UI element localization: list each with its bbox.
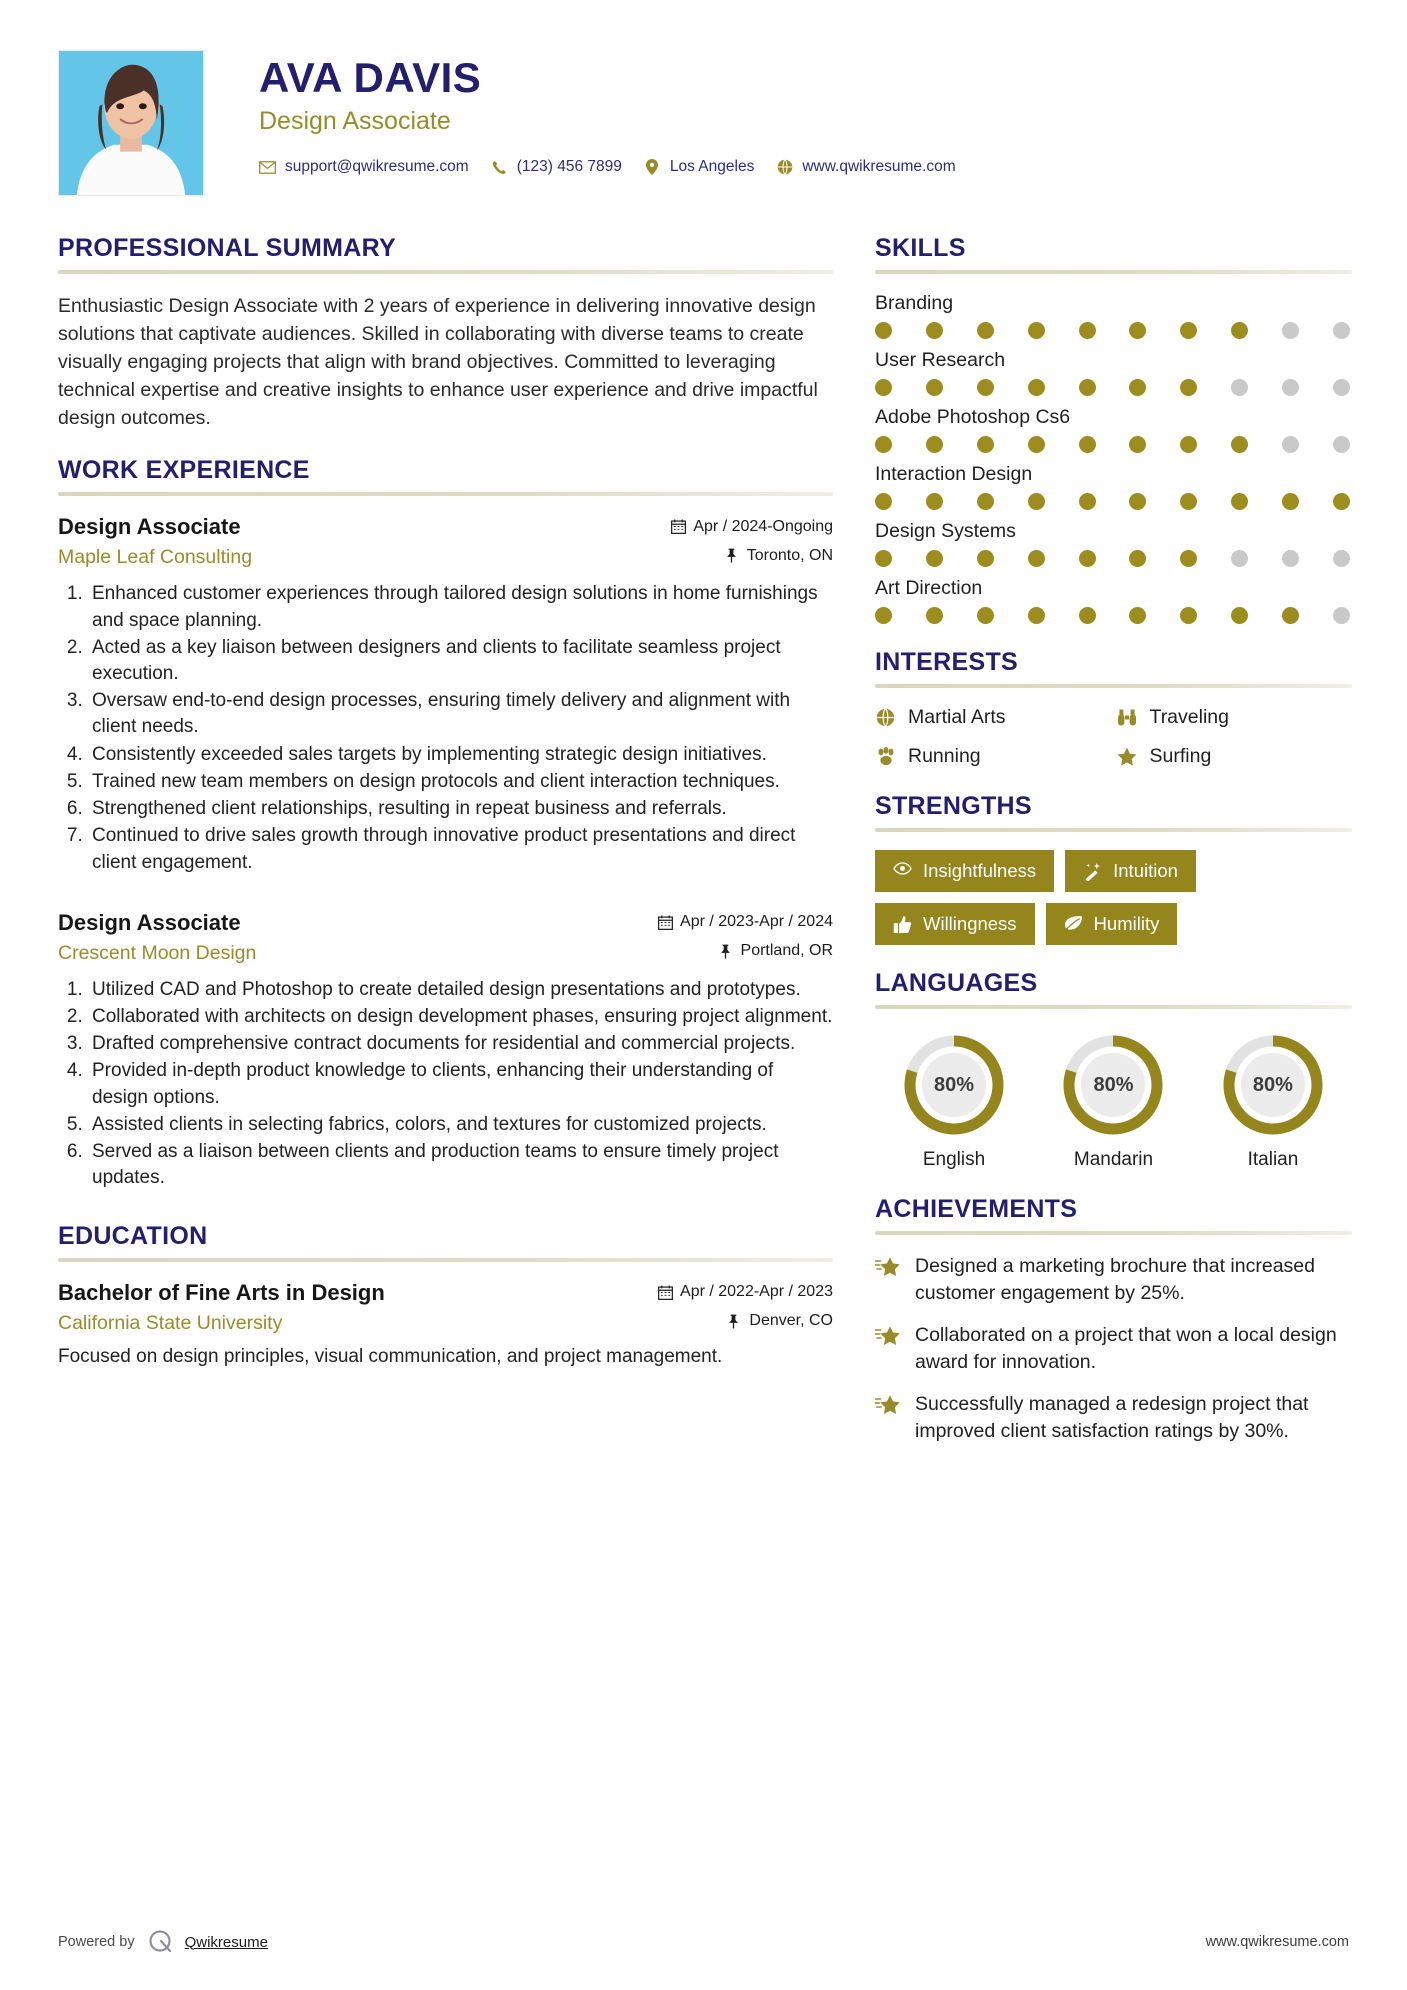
skill-dot-filled [1028,550,1045,567]
strength-label: Intuition [1113,860,1178,881]
skill-dot-filled [1028,607,1045,624]
skill-item [875,349,1352,396]
skill-rating [875,379,1352,396]
skill-label: Adobe Photoshop Cs6 [875,406,1071,428]
strength-chip-insightfulness[interactable] [875,850,1054,892]
interest-item [1117,706,1353,729]
skill-dot-empty [1282,550,1299,567]
job-title: Design Associate [58,909,241,935]
language-percent: 80% [1093,1073,1134,1096]
skill-dot-filled [926,379,943,396]
skill-dot-filled [1180,493,1197,510]
skill-dot-filled [875,379,892,396]
envelope-icon [259,159,276,176]
language-percent: 80% [1252,1073,1293,1096]
pushpin-icon [727,1314,742,1329]
achievement-text: Designed a marketing brochure that increased customer engagement by 25%. [915,1255,1315,1304]
summary-heading: PROFESSIONAL SUMMARY [58,234,396,262]
interests-heading: INTERESTS [875,648,1018,676]
skill-dot-filled [926,550,943,567]
skill-dot-filled [875,436,892,453]
skill-rating [875,550,1352,567]
skills-heading: SKILLS [875,234,966,262]
education-description: Focused on design principles, visual communication, and project management. [58,1345,723,1367]
job-organization: Maple Leaf Consulting [58,546,253,569]
skill-dot-filled [1028,493,1045,510]
strength-label: Willingness [923,913,1017,934]
star-icon [1117,746,1138,767]
skill-rating [875,436,1352,453]
skill-dot-filled [1180,379,1197,396]
job-bullet: 5. Trained new team members on design protocols and client interaction techniques. [88,769,833,795]
interest-label: Surfing [1149,745,1212,767]
education-location [727,1312,833,1330]
contact-email-text: support@qwikresume.com [285,158,469,176]
skill-dot-filled [926,322,943,339]
language-donut-chart [1061,1033,1165,1137]
job-bullet: 3. Drafted comprehensive contract documents for residential and commercial projects. [88,1031,833,1057]
skill-dot-filled [1231,322,1248,339]
skills-list [875,292,1352,624]
skill-dot-filled [875,322,892,339]
skill-dot-filled [1079,607,1096,624]
work-item [58,514,833,875]
achievement-text: Collaborated on a project that won a local design award for innovation. [915,1323,1337,1373]
contact-phone[interactable] [491,158,622,176]
globe-icon [776,159,793,176]
skill-item [875,406,1352,453]
job-bullet: 1. Utilized CAD and Photoshop to create detailed design presentations and prototypes. [88,977,833,1003]
strength-chip-willingness[interactable] [875,903,1035,945]
strength-label: Humility [1093,913,1160,934]
skill-dot-filled [875,550,892,567]
section-divider [875,684,1352,688]
education-degree: Bachelor of Fine Arts in Design [58,1279,385,1305]
strength-chip-intuition[interactable] [1065,850,1196,892]
location-pin-icon [644,159,661,176]
skill-dot-filled [1282,493,1299,510]
language-item [879,1033,1029,1171]
calendar-icon [658,915,673,930]
skill-dot-empty [1333,379,1350,396]
interest-label: Martial Arts [908,706,1006,728]
achievement-item [875,1322,1352,1376]
job-bullet: 2. Acted as a key liaison between designers and clients to facilitate seamless project execution. [88,635,833,687]
section-languages [875,969,1352,1171]
work-heading: WORK EXPERIENCE [58,456,310,485]
skill-rating [875,607,1352,624]
skill-dot-empty [1282,379,1299,396]
candidate-name: AVA DAVIS [259,54,482,101]
skill-dot-filled [1231,607,1248,624]
education-school: California State University [58,1311,283,1334]
footer-website[interactable]: www.qwikresume.com [1205,1934,1349,1950]
job-date-text: Apr / 2023-Apr / 2024 [680,913,833,931]
skill-dot-filled [875,607,892,624]
contact-website-text: www.qwikresume.com [802,158,956,176]
section-divider [875,1005,1352,1009]
education-location-text: Denver, CO [749,1312,833,1330]
skill-dot-filled [1282,607,1299,624]
calendar-icon [658,1285,673,1300]
language-name: Mandarin [1073,1149,1154,1170]
education-date-text: Apr / 2022-Apr / 2023 [680,1283,833,1301]
section-achievements [875,1195,1352,1444]
section-interests [875,648,1352,768]
skill-dot-filled [1129,607,1146,624]
eye-icon [893,862,912,881]
skill-item [875,292,1352,339]
phone-icon [491,159,508,176]
profile-photo [58,50,204,196]
skill-dot-filled [1129,493,1146,510]
shooting-star-icon [875,1325,901,1347]
skill-label: Art Direction [875,577,983,599]
language-name: English [922,1149,986,1170]
job-location [725,547,833,565]
candidate-role: Design Associate [259,107,451,136]
skill-dot-filled [1180,607,1197,624]
skill-dot-filled [1079,550,1096,567]
skill-item [875,520,1352,567]
skill-dot-filled [1231,493,1248,510]
job-location-text: Toronto, ON [746,546,833,564]
summary-text: Enthusiastic Design Associate with 2 years of experience in delivering innovative design solutions that captivate audiences. Skilled in collaborating with diverse teams to create visually engaging projects that align with brand objectives. Committed to leveraging technical expertise and creative insights to enhance user experience and drive impactful design outcomes. [58,295,818,430]
language-donut-chart [902,1033,1006,1137]
section-strengths [875,792,1352,945]
skill-dot-empty [1282,322,1299,339]
interest-label: Traveling [1149,706,1229,728]
skill-dot-filled [977,493,994,510]
skill-dot-filled [1129,550,1146,567]
page-footer [0,1928,1407,1956]
magic-wand-icon [1083,862,1102,881]
skill-dot-filled [1129,322,1146,339]
job-title: Design Associate [58,514,241,540]
skill-dot-filled [1180,436,1197,453]
job-date-text: Apr / 2024-Ongoing [693,517,833,535]
skill-label: Design Systems [875,520,1016,542]
skill-dot-filled [1079,379,1096,396]
section-divider [58,270,833,274]
skill-dot-filled [926,607,943,624]
header-main [204,50,1352,176]
skill-dot-filled [1180,322,1197,339]
achievement-text: Successfully managed a redesign project that improved client satisfaction ratings by 30%. [915,1392,1309,1442]
skill-dot-filled [977,550,994,567]
skill-dot-filled [1129,379,1146,396]
strengths-heading: STRENGTHS [875,792,1032,820]
job-date [671,518,833,536]
job-location-text: Portland, OR [740,942,833,960]
interest-item [875,706,1111,729]
contact-row [259,158,1352,176]
education-date [658,1283,833,1301]
binoculars-icon [1117,707,1138,728]
contact-website[interactable] [776,158,955,176]
achievements-heading: ACHIEVEMENTS [875,1195,1078,1223]
skill-dot-filled [1028,322,1045,339]
skill-dot-filled [977,322,994,339]
strengths-list [875,850,1352,945]
footer-brand-link[interactable]: Qwikresume [184,1933,268,1951]
shooting-star-icon [875,1256,901,1278]
job-date [658,913,833,931]
section-professional-summary [58,234,833,432]
skill-dot-filled [1028,436,1045,453]
skill-dot-empty [1333,550,1350,567]
section-divider [875,1231,1352,1235]
right-column [875,234,1352,1459]
education-heading: EDUCATION [58,1221,208,1250]
skill-item [875,577,1352,624]
section-divider [58,1258,833,1262]
paw-icon [875,746,896,767]
skill-dot-filled [1079,436,1096,453]
skill-dot-empty [1333,322,1350,339]
resume-body [0,196,1407,1459]
skill-dot-filled [926,493,943,510]
interests-grid [875,706,1352,768]
skill-dot-filled [926,436,943,453]
job-bullet: 4. Consistently exceeded sales targets by implementing strategic design initiatives. [88,742,833,768]
contact-location-text: Los Angeles [669,158,755,176]
skill-dot-filled [1079,322,1096,339]
skill-dot-empty [1231,550,1248,567]
language-donut-chart [1221,1033,1325,1137]
skill-item [875,463,1352,510]
thumbs-up-icon [893,915,912,934]
education-item [58,1280,833,1371]
job-bullet: 6. Served as a liaison between clients and production teams to ensure timely project updates. [88,1139,833,1191]
contact-email[interactable] [259,158,469,176]
skill-dot-empty [1333,607,1350,624]
skill-dot-filled [1079,493,1096,510]
contact-phone-text: (123) 456 7899 [516,158,622,176]
job-bullets [58,581,833,875]
globe-icon [875,707,896,728]
skill-dot-filled [1231,436,1248,453]
job-bullet: 5. Assisted clients in selecting fabrics, colors, and textures for customized projects. [88,1112,833,1138]
job-bullet: 7. Continued to drive sales growth through innovative product presentations and direct client engagement. [88,823,833,875]
language-name: Italian [1247,1149,1299,1170]
job-bullets [58,977,833,1192]
interest-item [1117,745,1353,768]
section-skills [875,234,1352,624]
calendar-icon [671,519,686,534]
language-item [1038,1033,1188,1171]
skill-dot-empty [1231,379,1248,396]
skill-label: User Research [875,349,1006,371]
achievement-item [875,1391,1352,1445]
skill-dot-empty [1333,436,1350,453]
pushpin-icon [719,944,734,959]
strength-label: Insightfulness [923,860,1037,881]
pushpin-icon [725,548,740,563]
skill-dot-filled [977,607,994,624]
job-bullet: 4. Provided in-depth product knowledge to clients, enhancing their understanding of design options. [88,1058,833,1110]
achievement-item [875,1253,1352,1307]
skill-dot-empty [1282,436,1299,453]
interest-item [875,745,1111,768]
languages-list [875,1027,1352,1171]
job-location [719,942,833,960]
job-bullet: 1. Enhanced customer experiences through tailored design solutions in home furnishings and space planning. [88,581,833,633]
skill-dot-filled [1333,493,1350,510]
resume-header [0,0,1407,196]
skill-label: Branding [875,292,954,314]
shooting-star-icon [875,1394,901,1416]
skill-rating [875,493,1352,510]
job-bullet: 6. Strengthened client relationships, resulting in repeat business and referrals. [88,796,833,822]
language-item [1198,1033,1348,1171]
section-divider [58,492,833,496]
skill-dot-filled [977,436,994,453]
skill-dot-filled [875,493,892,510]
section-education [58,1222,833,1371]
skill-dot-filled [977,379,994,396]
qwikresume-logo-icon [146,1928,174,1956]
job-bullet: 2. Collaborated with architects on design development phases, ensuring project alignment. [88,1004,833,1030]
footer-left [58,1928,268,1956]
language-percent: 80% [934,1073,975,1096]
section-divider [875,270,1352,274]
skill-dot-filled [1180,550,1197,567]
skill-rating [875,322,1352,339]
job-organization: Crescent Moon Design [58,941,257,964]
section-work-experience [58,456,833,1191]
work-item [58,910,833,1192]
job-bullet: 3. Oversaw end-to-end design processes, ensuring timely delivery and alignment with client needs. [88,688,833,740]
contact-location [644,158,754,176]
skill-label: Interaction Design [875,463,1033,485]
languages-heading: LANGUAGES [875,969,1038,997]
leaf-icon [1064,915,1083,934]
skill-dot-filled [1028,379,1045,396]
section-divider [875,828,1352,832]
strength-chip-humility[interactable] [1046,903,1178,945]
left-column [58,234,833,1459]
skill-dot-filled [1129,436,1146,453]
powered-by-label: Powered by [58,1934,135,1950]
interest-label: Running [908,745,981,767]
